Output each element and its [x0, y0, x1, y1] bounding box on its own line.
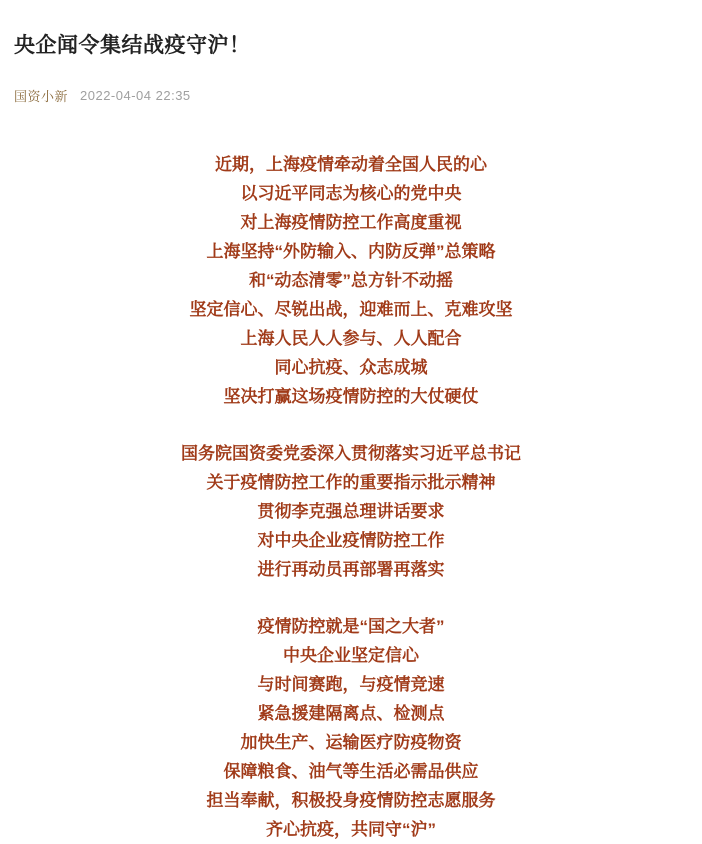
- article-line: 紧急援建隔离点、检测点: [257, 704, 445, 724]
- article-meta: [0, 76, 702, 105]
- article-line: 国务院国资委党委深入贯彻落实习近平总书记: [181, 444, 521, 464]
- article-line: 对中央企业疫情防控工作: [257, 531, 445, 551]
- article-line: 与时间赛跑，与疫情竞速: [257, 675, 445, 695]
- article-line: 上海人民人人参与、人人配合: [240, 329, 462, 349]
- article-page: [0, 14, 702, 844]
- paragraph-spacer: [0, 411, 702, 439]
- article-timestamp: 2022-04-04 22:35: [80, 88, 191, 104]
- article-paragraph-1: [0, 150, 702, 411]
- article-line: 上海坚持“外防输入、内防反弹”总策略: [206, 242, 496, 262]
- article-line: 加快生产、运输医疗防疫物资: [240, 733, 462, 753]
- article-line: 中央企业坚定信心: [283, 646, 419, 666]
- article-line: 对上海疫情防控工作高度重视: [240, 213, 462, 233]
- article-line: 疫情防控就是“国之大者”: [257, 617, 445, 637]
- article-line: 关于疫情防控工作的重要指示批示精神: [206, 473, 496, 493]
- paragraph-spacer: [0, 584, 702, 612]
- article-line: 齐心抗疫，共同守“沪”: [266, 820, 436, 840]
- article-line: 同心抗疫、众志成城: [274, 358, 428, 378]
- article-line: 以习近平同志为核心的党中央: [240, 184, 462, 204]
- article-line: 坚定信心、尽锐出战，迎难而上、克难攻坚: [189, 300, 513, 320]
- article-line: 近期，上海疫情牵动着全国人民的心: [215, 155, 487, 175]
- page-title: 央企闻令集结战疫守沪！: [14, 34, 251, 58]
- article-line: 和“动态清零”总方针不动摇: [249, 271, 453, 291]
- article-paragraph-3: [0, 612, 702, 844]
- article-line: 担当奉献，积极投身疫情防控志愿服务: [206, 791, 496, 811]
- article-source[interactable]: 国资小新: [14, 89, 69, 105]
- article-line: 进行再动员再部署再落实: [257, 560, 445, 580]
- article-paragraph-2: [0, 439, 702, 584]
- article-line: 贯彻李克强总理讲话要求: [257, 502, 445, 522]
- header-divider: [0, 123, 702, 124]
- article-line: 坚决打赢这场疫情防控的大仗硬仗: [223, 387, 479, 407]
- article-line: 保障粮食、油气等生活必需品供应: [223, 762, 479, 782]
